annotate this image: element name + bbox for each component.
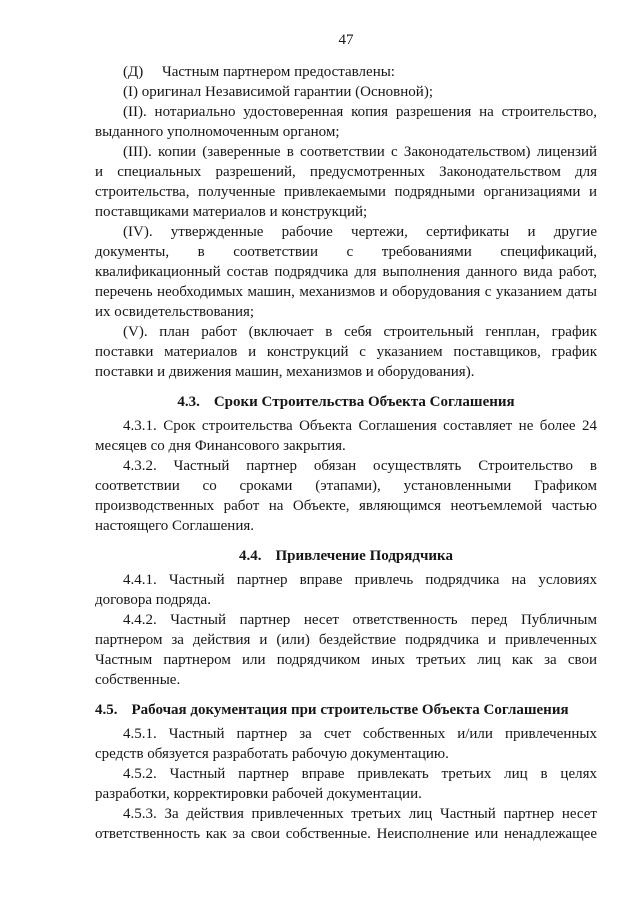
section-heading — [95, 546, 597, 566]
paragraph — [95, 62, 597, 82]
paragraph — [95, 764, 597, 804]
text-line: поставки и движения машин, механизмов и оборудования). — [95, 364, 475, 380]
document-content — [95, 62, 597, 844]
text-line: 4.5.2. Частный партнер вправе привлекать третьих лиц в целях — [123, 766, 597, 782]
text-line: их освидетельствования; — [95, 304, 255, 320]
section-title: Рабочая документация при строительстве Объекта Соглашения — [131, 702, 569, 718]
text-line: соответствии со сроками (этапами), установленными Графиком — [95, 478, 597, 494]
text-line: производственных работ на Объекте, являющимся неотъемлемой частью — [95, 498, 597, 514]
text-line: (IV). утвержденные рабочие чертежи, сертификаты и другие — [123, 224, 597, 240]
text-line: (Д) Частным партнером предоставлены: — [123, 64, 395, 80]
paragraph — [95, 570, 597, 610]
text-line: (III). копии (заверенные в соответствии с Законодательством) лицензий — [123, 144, 597, 160]
text-line: (V). план работ (включает в себя строительный генплан, график — [123, 324, 597, 340]
section-heading — [95, 700, 597, 720]
text-line: партнером за действия и (или) бездействие подрядчика и привлеченных — [95, 632, 597, 648]
paragraph — [95, 82, 597, 102]
text-line: выданного уполномоченным органом; — [95, 124, 340, 140]
paragraph — [95, 322, 597, 382]
text-line: месяцев со дня Финансового закрытия. — [95, 438, 346, 454]
text-line: 4.3.1. Срок строительства Объекта Соглашения составляет не более 24 — [123, 418, 597, 434]
section-number: 4.5. — [95, 702, 118, 718]
text-line: 4.5.1. Частный партнер за счет собственных и/или привлеченных — [123, 726, 597, 742]
text-line: документы, в соответствии с требованиями спецификаций, — [95, 244, 597, 260]
text-line: 4.3.2. Частный партнер обязан осуществлять Строительство в — [123, 458, 597, 474]
text-line: настоящего Соглашения. — [95, 518, 255, 534]
text-line: (I) оригинал Независимой гарантии (Основной); — [123, 84, 433, 100]
page-number: 47 — [338, 32, 354, 48]
text-line: ответственность как за свои собственные. Неисполнение или ненадлежащее — [95, 826, 597, 842]
text-line: средств обязуется разработать рабочую документацию. — [95, 746, 449, 762]
text-line: строительства, полученные привлекаемыми подрядными организациями и — [95, 184, 597, 200]
paragraph — [95, 456, 597, 536]
text-line: договора подряда. — [95, 592, 211, 608]
text-line: собственные. — [95, 672, 181, 688]
section-heading — [95, 392, 597, 412]
text-line: квалификационный состав подрядчика для выполнения данного вида работ, — [95, 264, 597, 280]
paragraph — [95, 804, 597, 844]
text-line: 4.4.2. Частный партнер несет ответственность перед Публичным — [123, 612, 597, 628]
section-number: 4.4. — [239, 548, 262, 564]
paragraph — [95, 102, 597, 142]
paragraph — [95, 416, 597, 456]
text-line: разработки, корректировки рабочей документации. — [95, 786, 422, 802]
text-line: перечень необходимых машин, механизмов и оборудования с указанием даты — [95, 284, 597, 300]
text-line: Частным партнером или подрядчиком иных третьих лиц как за свои — [95, 652, 597, 668]
text-line: и специальных разрешений, предусмотренных Законодательством для — [95, 164, 597, 180]
section-title: Привлечение Подрядчика — [275, 548, 453, 564]
section-title: Сроки Строительства Объекта Соглашения — [213, 394, 515, 410]
paragraph — [95, 724, 597, 764]
text-line: поставщиками материалов и конструкций; — [95, 204, 368, 220]
paragraph — [95, 222, 597, 322]
text-line: 4.5.3. За действия привлеченных третьих лиц Частный партнер несет — [123, 806, 597, 822]
paragraph — [95, 610, 597, 690]
text-line: (II). нотариально удостоверенная копия разрешения на строительство, — [123, 104, 597, 120]
paragraph — [95, 142, 597, 222]
text-line: 4.4.1. Частный партнер вправе привлечь подрядчика на условиях — [123, 572, 597, 588]
section-number: 4.3. — [177, 394, 200, 410]
text-line: поставки материалов и конструкций с указанием поставщиков, график — [95, 344, 597, 360]
